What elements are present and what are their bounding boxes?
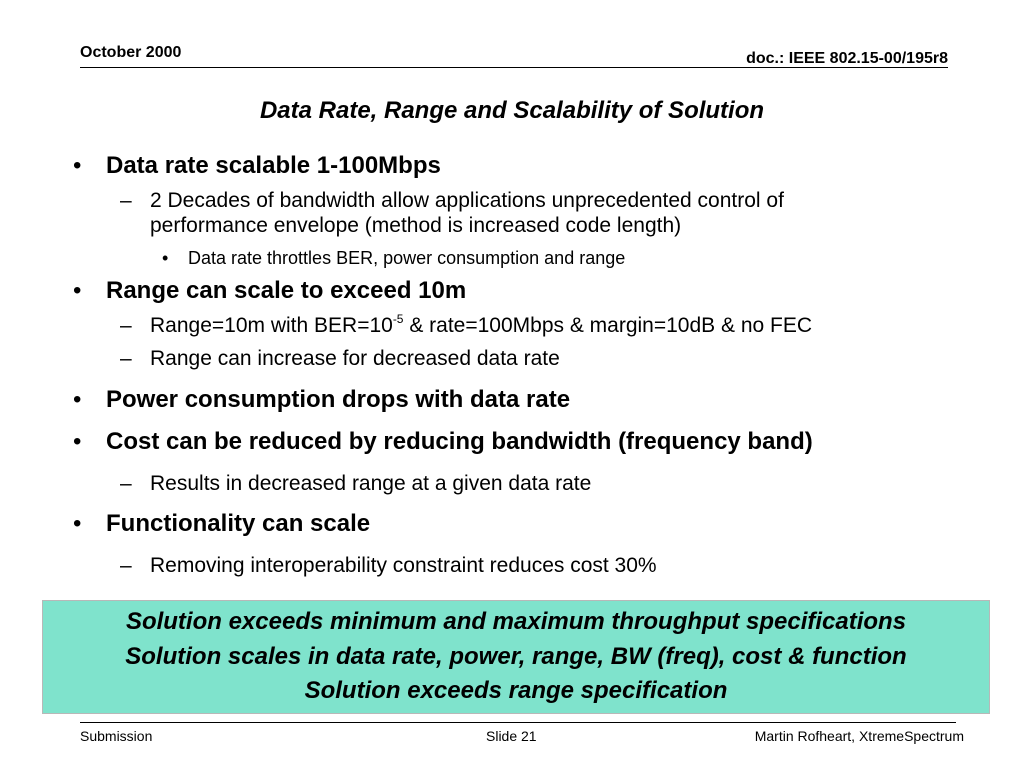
dash-marker: – [120,189,132,212]
dash-marker: – [120,554,132,577]
slide-title: Data Rate, Range and Scalability of Solution [259,97,765,124]
bullet-marker: • [73,152,82,179]
bullet-text: Range can scale to exceed 10m [106,277,467,304]
bullet-marker: • [73,277,82,304]
bullet-text: Data rate scalable 1-100Mbps [106,152,441,179]
summary-line-scales: Solution scales in data rate, power, range, BW (freq), cost & function [125,642,907,670]
sub-bullet-text: 2 Decades of bandwidth allow applications unprecedented control of [150,189,784,212]
bullet-cost [73,428,813,456]
sub-bullet-decreased-range [120,472,592,496]
bullet-range [73,277,467,305]
sub-bullet-range-increase [120,347,560,371]
summary-box [42,600,990,714]
bullet-marker: • [162,248,169,268]
bullet-data-rate [73,152,441,180]
dash-marker: – [120,314,132,337]
sub-bullet-text: Range can increase for decreased data rate [150,347,560,370]
footer-submission: Submission [80,728,153,744]
footer-author: Martin Rofheart, XtremeSpectrum [754,728,964,744]
footer-divider [80,722,956,723]
bullet-text: Power consumption drops with data rate [106,386,571,413]
bullet-text: Cost can be reduced by reducing bandwidth (frequency band) [106,428,813,455]
sub-bullet-range-ber [120,312,813,338]
header-divider [80,67,948,68]
footer-slide-number: Slide 21 [486,728,537,744]
sub-bullet-interoperability [120,554,657,578]
bullet-marker: • [73,510,82,537]
sub-bullet-text: Removing interoperability constraint reduces cost 30% [150,554,657,577]
summary-line-throughput: Solution exceeds minimum and maximum throughput specifications [125,608,907,636]
dash-marker: – [120,472,132,495]
sub-sub-bullet-ber [162,248,626,269]
bullet-marker: • [73,428,82,455]
bullet-text: Functionality can scale [106,510,371,537]
header-doc-id: doc.: IEEE 802.15-00/195r8 [746,50,948,67]
summary-line-range: Solution exceeds range specification [304,677,728,705]
sub-bullet-bandwidth-cont: performance envelope (method is increased code length) [150,214,682,237]
bullet-marker: • [73,386,82,413]
sub-bullet-bandwidth [120,189,784,213]
sub-sub-bullet-text: Data rate throttles BER, power consumption and range [188,248,626,268]
sub-bullet-text-post: & rate=100Mbps & margin=10dB & no FEC [403,314,813,337]
exponent: -5 [392,312,404,326]
dash-marker: – [120,347,132,370]
bullet-power [73,386,571,414]
sub-bullet-text: Results in decreased range at a given data rate [150,472,592,495]
bullet-functionality [73,510,371,538]
sub-bullet-text-pre: Range=10m with BER=10 [150,314,393,337]
header-date: October 2000 [80,44,182,61]
